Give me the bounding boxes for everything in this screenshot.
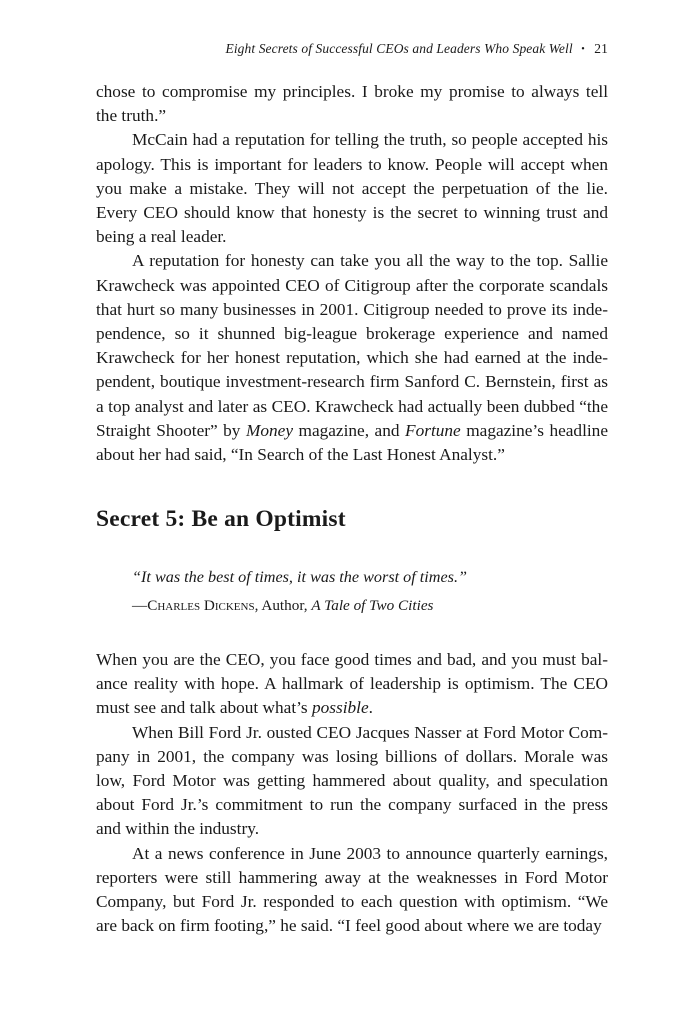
page-number: 21 bbox=[594, 41, 608, 56]
paragraph-bill-ford: When Bill Ford Jr. ousted CEO Jacques Nasser at Ford Motor Company in 2001, the company was losing billions of dollars. Morale was low, Ford Motor was getting hammered about quality, and speculation about Ford Jr.’s commitment to run the company surfaced in the press and within the industry. bbox=[96, 722, 608, 839]
paragraph-krawcheck-text-b: magazine, and bbox=[293, 420, 406, 440]
paragraph-optimism-text-a: When you are the CEO, you face good times and bad, and you must balance reality with hope. A hallmark of leadership is optimism. The CEO must see and talk about what’s bbox=[96, 650, 608, 718]
epigraph bbox=[132, 568, 608, 615]
epigraph-work-title: A Tale of Two Cities bbox=[311, 597, 434, 614]
money-magazine-title: Money bbox=[245, 420, 293, 440]
paragraph-continued: chose to compromise my principles. I broke my promise to always tell the truth.” bbox=[96, 82, 608, 126]
paragraph-optimism-text-b: . bbox=[368, 698, 373, 718]
epigraph-quote: “It was the best of times, it was the worst of times.” bbox=[132, 568, 468, 586]
epigraph-dash: — bbox=[132, 597, 148, 614]
fortune-magazine-title: Fortune bbox=[405, 420, 461, 440]
running-head-separator: • bbox=[581, 44, 585, 55]
paragraph-news-conference: At a news conference in June 2003 to announce quarterly earnings, reporters were still hammering away at the weaknesses in Ford Motor Company, but Ford Jr. responded to each question with optimism. “We are back on firm footing,” he said. “I feel good about where we are today bbox=[96, 843, 608, 936]
epigraph-attribution bbox=[132, 597, 608, 615]
paragraph-optimism bbox=[96, 648, 608, 721]
running-head-title: Eight Secrets of Successful CEOs and Leaders Who Speak Well bbox=[225, 41, 573, 56]
epigraph-author-role: , Author, bbox=[254, 597, 312, 614]
paragraph-krawcheck-text-c: magazine’s headline about her had said, “In Search of the Last Honest Analyst.” bbox=[96, 420, 608, 465]
section-heading: Secret 5: Be an Optimist bbox=[96, 506, 346, 532]
body-text-block-2 bbox=[96, 648, 608, 938]
body-text-block-1 bbox=[96, 80, 608, 467]
epigraph-author-name: Charles Dickens bbox=[147, 597, 255, 614]
paragraph-krawcheck-text-a: A reputation for honesty can take you all the way to the top. Sallie Krawcheck was appointed CEO of Citigroup after the corporate scandals that hurt so many businesses in 2001. Citigroup needed to prove its independence, so it shunned big-league brokerage experience and named Krawcheck for her honest reputation, which she had earned at the independent, boutique investment-research firm Sanford C. Bernstein, first as a top analyst and later as CEO. Krawcheck had actually been dubbed “the Straight Shooter” by bbox=[96, 251, 608, 440]
paragraph-krawcheck bbox=[96, 249, 608, 467]
emphasis-possible: possible bbox=[311, 698, 369, 718]
paragraph-mccain: McCain had a reputation for telling the truth, so people accepted his apology. This is important for leaders to know. People will accept when you make a mistake. They will not accept the perpetuation of the lie. Every CEO should know that honesty is the secret to winning trust and being a real leader. bbox=[96, 130, 608, 247]
running-head bbox=[225, 41, 608, 57]
